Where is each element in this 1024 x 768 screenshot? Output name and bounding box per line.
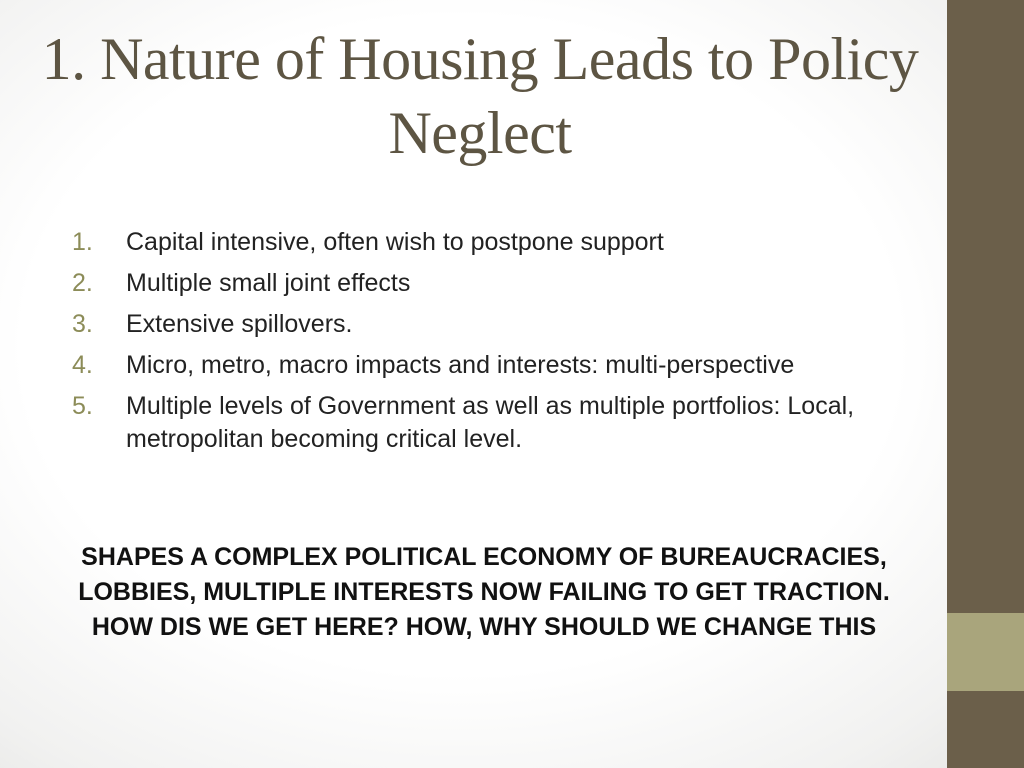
list-text: Capital intensive, often wish to postpone support [126,228,664,256]
list-text: Multiple levels of Government as well as multiple portfolios: Local, metropolitan becoming critical level. [126,392,855,453]
list-number: 1. [72,228,93,256]
list-text: Micro, metro, macro impacts and interests: multi-perspective [126,351,795,379]
list-number: 4. [72,351,93,379]
list-number: 3. [72,310,93,338]
list-number: 2. [72,269,93,297]
list-item [72,267,912,300]
list-item [72,349,912,382]
slide-title: 1. Nature of Housing Leads to Policy Neglect [41,26,919,166]
bullet-list [72,226,912,464]
list-text: Multiple small joint effects [126,269,411,297]
summary-statement: SHAPES A COMPLEX POLITICAL ECONOMY OF BUREAUCRACIES, LOBBIES, MULTIPLE INTERESTS NOW FAILING TO GET TRACTION. HOW DIS WE GET HERE? HOW, WHY SHOULD WE CHANGE THIS [78,543,890,641]
list-text: Extensive spillovers. [126,310,353,338]
sidebar-accent [947,613,1024,691]
list-number: 5. [72,392,93,420]
list-item [72,390,912,456]
list-item [72,226,912,259]
list-item [72,308,912,341]
